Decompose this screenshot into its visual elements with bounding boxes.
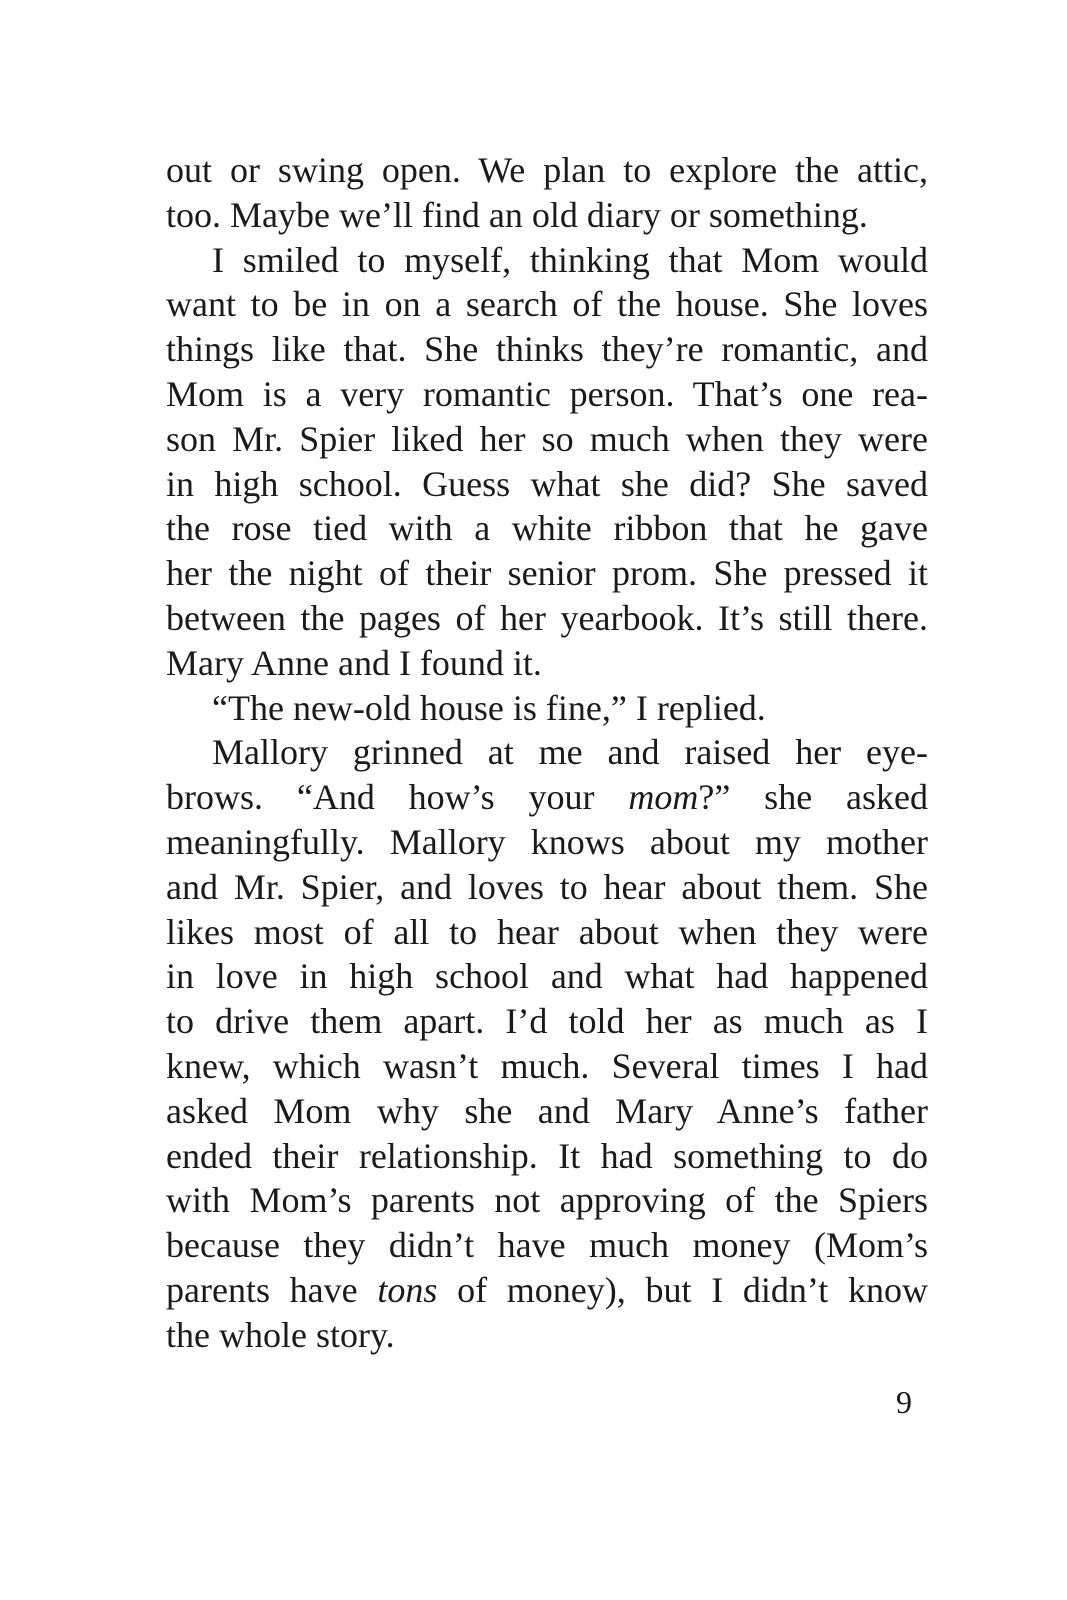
text-segment: parents have — [166, 1269, 378, 1310]
text-segment: the rose tied with a white ribbon that he gave — [166, 508, 928, 549]
text-line — [166, 282, 928, 327]
text-line — [166, 1178, 928, 1223]
text-segment: Mary Anne and I found it. — [166, 642, 542, 683]
text-line — [166, 1313, 928, 1358]
text-segment: knew, which wasn’t much. Several times I had — [166, 1045, 928, 1086]
text-line — [166, 641, 928, 686]
text-line — [166, 775, 928, 820]
text-segment: I smiled to myself, thinking that Mom would — [212, 239, 928, 280]
text-segment: between the pages of her yearbook. It’s still there. — [166, 597, 928, 638]
text-segment: likes most of all to hear about when they were — [166, 911, 928, 952]
text-line — [166, 1223, 928, 1268]
text-segment: too. Maybe we’ll find an old diary or something. — [166, 194, 868, 235]
text-segment: of money), but I didn’t know — [437, 1269, 928, 1310]
text-line — [166, 193, 928, 238]
text-line — [166, 1268, 928, 1313]
text-segment: Mom is a very romantic person. That’s one rea- — [166, 373, 928, 414]
text-line — [166, 1089, 928, 1134]
text-segment: the whole story. — [166, 1314, 395, 1355]
text-line — [166, 954, 928, 999]
text-line — [166, 820, 928, 865]
page-number: 9 — [896, 1384, 912, 1420]
text-line — [166, 865, 928, 910]
text-line — [166, 462, 928, 507]
text-segment: to drive them apart. I’d told her as much as I — [166, 1001, 928, 1042]
text-segment: because they didn’t have much money (Mom’s — [166, 1225, 928, 1266]
text-line — [166, 551, 928, 596]
text-segment: out or swing open. We plan to explore the attic, — [166, 150, 928, 190]
text-segment: and Mr. Spier, and loves to hear about them. She — [166, 866, 928, 907]
text-line — [166, 1134, 928, 1179]
text-line — [166, 327, 928, 372]
text-line — [166, 999, 928, 1044]
text-segment: want to be in on a search of the house. She loves — [166, 284, 928, 325]
text-segment: “The new-old house is fine,” I replied. — [212, 687, 766, 728]
text-line — [166, 506, 928, 551]
text-segment: with Mom’s parents not approving of the Spiers — [166, 1180, 928, 1221]
text-segment: in love in high school and what had happened — [166, 956, 928, 997]
text-line — [166, 372, 928, 417]
italic-text: tons — [377, 1269, 438, 1310]
text-segment: brows. “And how’s your — [166, 777, 629, 818]
text-line — [166, 417, 928, 462]
text-line — [166, 148, 928, 193]
text-line — [166, 910, 928, 955]
text-segment: ended their relationship. It had something to do — [166, 1135, 928, 1176]
text-segment: ?” she asked — [698, 777, 928, 818]
text-segment: son Mr. Spier liked her so much when they were — [166, 418, 928, 459]
text-segment: in high school. Guess what she did? She saved — [166, 463, 928, 504]
text-line — [166, 1044, 928, 1089]
text-line — [166, 596, 928, 641]
text-segment: her the night of their senior prom. She pressed it — [166, 553, 928, 594]
text-segment: meaningfully. Mallory knows about my mother — [166, 821, 928, 862]
text-line — [166, 730, 928, 775]
text-line — [166, 686, 928, 731]
text-line — [166, 238, 928, 283]
text-segment: asked Mom why she and Mary Anne’s father — [166, 1090, 928, 1131]
text-segment: Mallory grinned at me and raised her eye- — [212, 732, 928, 773]
body-text — [166, 148, 928, 1358]
text-segment: things like that. She thinks they’re romantic, and — [166, 329, 928, 370]
italic-text: mom — [628, 777, 699, 818]
